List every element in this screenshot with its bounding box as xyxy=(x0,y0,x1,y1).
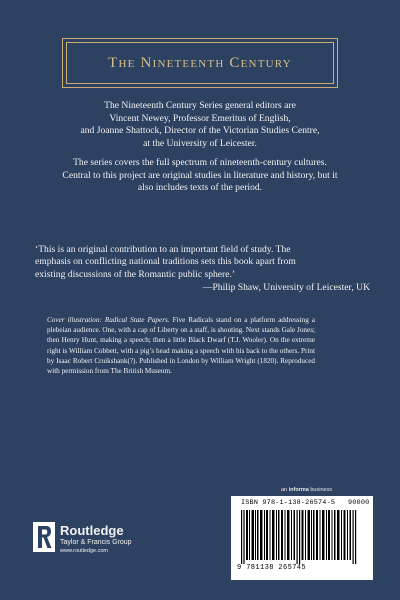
series-editors-text xyxy=(30,100,370,150)
quote-line: existing discussions of the Romantic public sphere.’ xyxy=(35,268,236,280)
barcode-digits: 9 781138 265745 xyxy=(237,564,307,572)
coverage-line: Central to this project are original studies in literature and history, but it xyxy=(62,169,338,181)
price-code: 90000 xyxy=(347,499,370,507)
barcode-panel xyxy=(231,496,373,580)
editors-line: The Nineteenth Century Series general editors are xyxy=(104,100,296,111)
informa-business-tag: an informa business xyxy=(281,487,333,493)
coverage-line: The series covers the full spectrum of nineteenth-century cultures. xyxy=(73,157,327,168)
routledge-logo-icon xyxy=(33,522,55,552)
informa-brand: informa xyxy=(288,487,309,493)
barcode-icon xyxy=(241,510,363,564)
editors-line: Vincent Newey, Professor Emeritus of English, xyxy=(109,112,291,124)
quote-line: emphasis on conflicting national traditions sets this book apart from xyxy=(35,256,296,268)
cover-illustration-text: Five Radicals stand on a platform addressing a plebeian audience. One, with a cap of Liberty on a staff, is shouting. Next stands Gale Jones; then Henry Hunt, making a speech; then a little Black Dwarf (T.J. Wooler). On the extreme right is William Cobbett, with a pig’s head making a speech with his back to the others. Print by Isaac Robert Cruikshank(?). Published in London by William Wright (1820). Reproduced with permission from The British Museum. xyxy=(47,316,315,376)
series-coverage-text xyxy=(22,157,378,195)
publisher-block xyxy=(60,524,132,555)
editors-line: and Joanne Shattock, Director of the Victorian Studies Centre, xyxy=(80,125,320,137)
isbn-number: ISBN 978-1-138-26574-5 90000 xyxy=(241,499,370,507)
publisher-name: Routledge xyxy=(60,523,124,538)
series-title-frame xyxy=(62,38,338,88)
publisher-group: Taylor & Francis Group xyxy=(60,539,132,546)
editors-line: at the University of Leicester. xyxy=(143,137,257,149)
coverage-line: also includes texts of the period. xyxy=(137,182,263,194)
quote-line: ‘This is an original contribution to an important field of study. The xyxy=(35,244,291,255)
series-title: The Nineteenth Century xyxy=(108,54,292,71)
cover-illustration-label: Cover illustration: Radical State Papers. xyxy=(47,316,170,324)
quote-attribution: —Philip Shaw, University of Leicester, UK xyxy=(202,282,370,293)
cover-illustration-credit xyxy=(47,315,315,376)
publisher-url[interactable]: www.routledge.com xyxy=(60,548,108,554)
endorsement-quote xyxy=(35,244,370,281)
